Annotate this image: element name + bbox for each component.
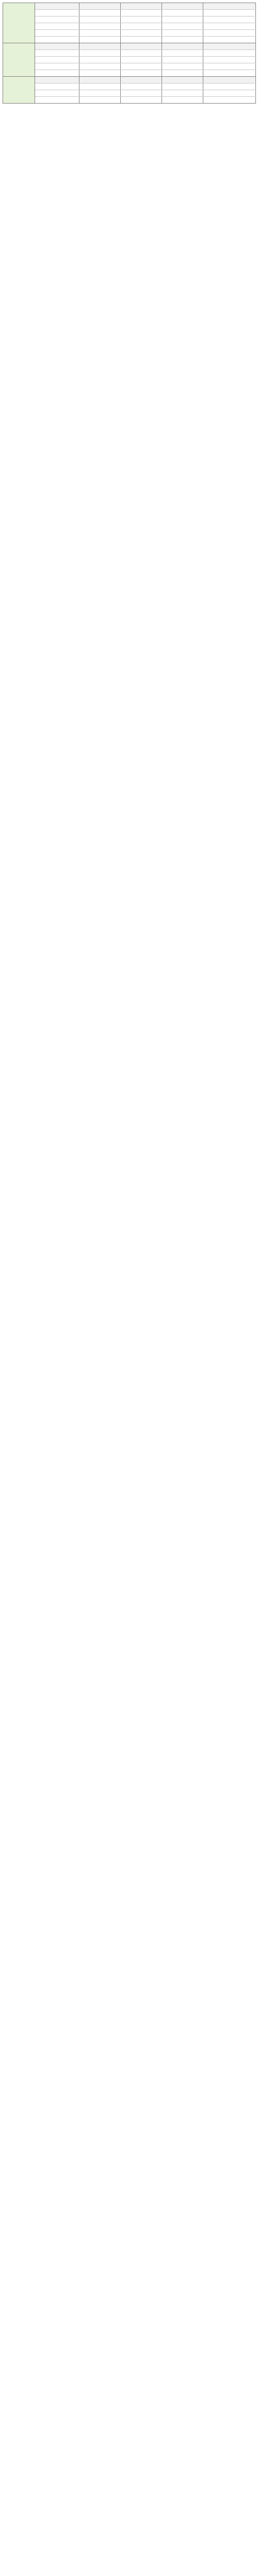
subtotal-row: [35, 43, 256, 50]
value-cell: [162, 57, 203, 63]
row-name-cell: [35, 57, 79, 63]
table-row: [35, 30, 256, 37]
value-cell: [79, 30, 121, 36]
value-cell: [121, 43, 162, 49]
value-cell: [162, 70, 203, 76]
value-cell: [121, 97, 162, 103]
row-name-cell: [35, 10, 79, 16]
value-cell: [162, 97, 203, 103]
value-cell: [79, 63, 121, 70]
table-row: [35, 23, 256, 30]
group-label: [3, 3, 35, 43]
value-cell: [121, 37, 162, 43]
value-cell: [203, 23, 256, 29]
value-cell: [121, 70, 162, 76]
value-cell: [121, 83, 162, 90]
value-cell: [79, 43, 121, 49]
table-row: [35, 37, 256, 43]
table-row: [35, 90, 256, 97]
value-cell: [203, 3, 256, 9]
value-cell: [203, 10, 256, 16]
value-cell: [121, 90, 162, 96]
value-cell: [79, 23, 121, 29]
row-name-cell: [35, 97, 79, 103]
value-cell: [203, 77, 256, 83]
value-cell: [162, 16, 203, 23]
row-name-cell: [35, 50, 79, 56]
group-label: [3, 43, 35, 76]
value-cell: [121, 50, 162, 56]
value-cell: [79, 77, 121, 83]
value-cell: [203, 16, 256, 23]
row-name-cell: [35, 70, 79, 76]
value-cell: [203, 97, 256, 103]
value-cell: [203, 57, 256, 63]
row-name-cell: [35, 3, 79, 9]
value-cell: [203, 30, 256, 36]
value-cell: [121, 63, 162, 70]
value-cell: [162, 90, 203, 96]
row-name-cell: [35, 83, 79, 90]
row-name-cell: [35, 43, 79, 49]
table-row: [35, 50, 256, 57]
value-cell: [162, 83, 203, 90]
group-rows: [35, 3, 256, 43]
group-rows: [35, 77, 256, 103]
value-cell: [203, 83, 256, 90]
value-cell: [121, 10, 162, 16]
value-cell: [203, 63, 256, 70]
row-name-cell: [35, 16, 79, 23]
data-table: [3, 3, 256, 104]
value-cell: [203, 43, 256, 49]
value-cell: [203, 37, 256, 43]
row-name-cell: [35, 23, 79, 29]
value-cell: [162, 10, 203, 16]
value-cell: [121, 3, 162, 9]
table-row: [35, 83, 256, 90]
value-cell: [203, 90, 256, 96]
value-cell: [79, 97, 121, 103]
value-cell: [121, 57, 162, 63]
value-cell: [79, 57, 121, 63]
value-cell: [203, 70, 256, 76]
value-cell: [121, 30, 162, 36]
value-cell: [79, 83, 121, 90]
value-cell: [121, 23, 162, 29]
table-group: [3, 3, 256, 43]
table-row: [35, 57, 256, 63]
value-cell: [121, 77, 162, 83]
value-cell: [79, 37, 121, 43]
value-cell: [79, 3, 121, 9]
value-cell: [79, 10, 121, 16]
value-cell: [162, 63, 203, 70]
table-row: [35, 10, 256, 16]
row-name-cell: [35, 90, 79, 96]
value-cell: [162, 3, 203, 9]
row-name-cell: [35, 30, 79, 36]
row-name-cell: [35, 37, 79, 43]
value-cell: [162, 43, 203, 49]
table-row: [35, 97, 256, 103]
subtotal-row: [35, 77, 256, 83]
value-cell: [79, 50, 121, 56]
value-cell: [79, 70, 121, 76]
value-cell: [79, 16, 121, 23]
value-cell: [162, 23, 203, 29]
value-cell: [121, 16, 162, 23]
table-row: [35, 70, 256, 76]
group-label: [3, 77, 35, 103]
table-group: [3, 77, 256, 104]
table-row: [35, 16, 256, 23]
table-row: [35, 63, 256, 70]
value-cell: [162, 37, 203, 43]
value-cell: [79, 90, 121, 96]
group-rows: [35, 43, 256, 76]
row-name-cell: [35, 77, 79, 83]
row-name-cell: [35, 63, 79, 70]
table-group: [3, 43, 256, 77]
subtotal-row: [35, 3, 256, 10]
value-cell: [162, 30, 203, 36]
value-cell: [203, 50, 256, 56]
value-cell: [162, 50, 203, 56]
value-cell: [162, 77, 203, 83]
